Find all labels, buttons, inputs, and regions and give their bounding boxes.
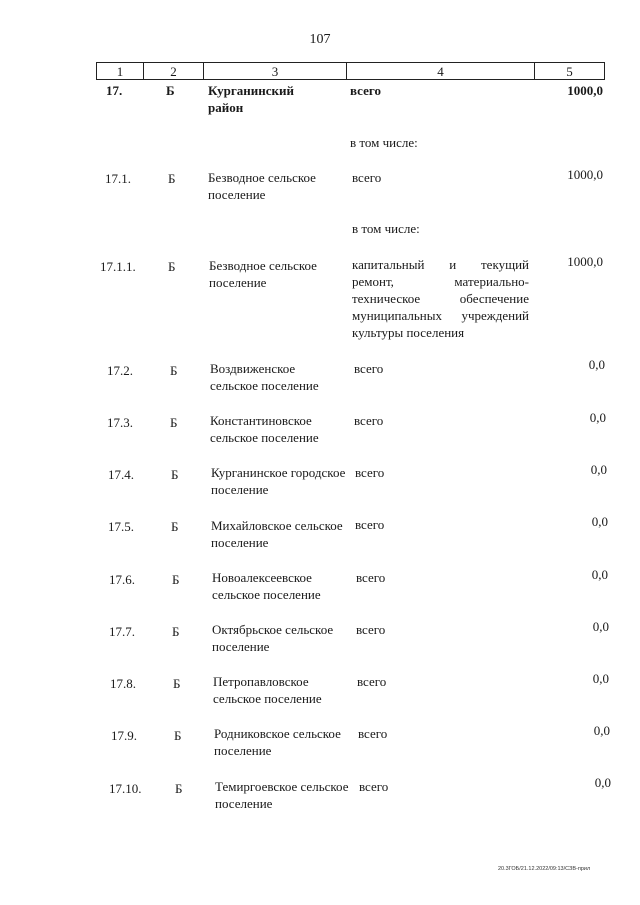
row-category: Б [168, 171, 176, 186]
row-value: 1000,0 [567, 167, 603, 182]
header-col-2: 2 [143, 62, 203, 80]
row-name: Курганинский район [208, 83, 294, 115]
row-type: всего [354, 413, 384, 428]
row-value: 0,0 [592, 619, 609, 634]
row-number: 17.4. [108, 467, 134, 482]
row-type: всего [356, 570, 386, 585]
row-value: 0,0 [594, 775, 611, 790]
row-type: всего [352, 170, 382, 185]
row-number: 17.10. [109, 781, 142, 796]
row-number: 17.5. [108, 519, 134, 534]
row-number: 17.8. [110, 676, 136, 691]
row-name: Родниковское сельское поселение [214, 726, 341, 758]
row-name: Безводное сельское поселение [209, 258, 317, 290]
footer-code: 20.3ГОБ/21.12.2022/09:13/СЗВ-прил [498, 866, 591, 872]
row-name: Курганинское городское поселение [211, 465, 346, 497]
row-category: Б [173, 676, 181, 691]
row-name: Октябрьское сельское поселение [212, 622, 334, 654]
row-value: 1000,0 [567, 254, 603, 269]
row-number: 17. [106, 83, 123, 98]
row-category: Б [172, 572, 180, 587]
row-type: всего [356, 622, 386, 637]
row-type: всего [355, 465, 385, 480]
header-col-5: 5 [534, 62, 605, 80]
row-category: Б [170, 415, 178, 430]
row-value: 0,0 [589, 410, 606, 425]
row-category: Б [171, 519, 179, 534]
row-type: всего [357, 674, 387, 689]
row-value: 0,0 [591, 567, 608, 582]
row-name: Темиргоевское сельское поселение [215, 779, 349, 811]
row-number: 17.6. [109, 572, 135, 587]
row-name: Новоалексеевское сельское поселение [212, 570, 321, 602]
row-number: 17.2. [107, 363, 133, 378]
row-category: Б [172, 624, 180, 639]
row-number: 17.1. [105, 171, 131, 186]
row-type: всего [358, 726, 388, 741]
row-number: 17.1.1. [100, 259, 136, 274]
row-type: всего [359, 779, 389, 794]
row-category: Б [166, 83, 175, 98]
row-value: 0,0 [593, 723, 610, 738]
row-value: 0,0 [590, 462, 607, 477]
header-col-3: 3 [203, 62, 346, 80]
row-number: 17.7. [109, 624, 135, 639]
row-description: капитальный и текущий ремонт, материально-техническое обеспечение муниципальных учреждений культуры поселения [352, 257, 529, 340]
row-value: 0,0 [588, 357, 605, 372]
page-number: 107 [309, 32, 331, 47]
header-col-1: 1 [96, 62, 143, 80]
row-value: 1000,0 [567, 83, 603, 98]
including-label: в том числе: [350, 135, 418, 150]
row-category: Б [175, 781, 183, 796]
row-category: Б [171, 467, 179, 482]
row-name: Михайловское сельское поселение [211, 518, 343, 550]
including-label: в том числе: [352, 221, 420, 236]
row-value: 0,0 [591, 514, 608, 529]
row-type: всего [355, 517, 385, 532]
row-name: Воздвиженское сельское поселение [210, 361, 319, 393]
row-number: 17.9. [111, 728, 137, 743]
row-category: Б [168, 259, 176, 274]
row-name: Петропавловское сельское поселение [213, 674, 322, 706]
row-category: Б [170, 363, 178, 378]
row-type: всего [350, 83, 381, 98]
header-col-4: 4 [346, 62, 534, 80]
row-number: 17.3. [107, 415, 133, 430]
row-name: Константиновское сельское поселение [210, 413, 319, 445]
row-value: 0,0 [592, 671, 609, 686]
row-category: Б [174, 728, 182, 743]
row-type: всего [354, 361, 384, 376]
row-name: Безводное сельское поселение [208, 170, 316, 202]
